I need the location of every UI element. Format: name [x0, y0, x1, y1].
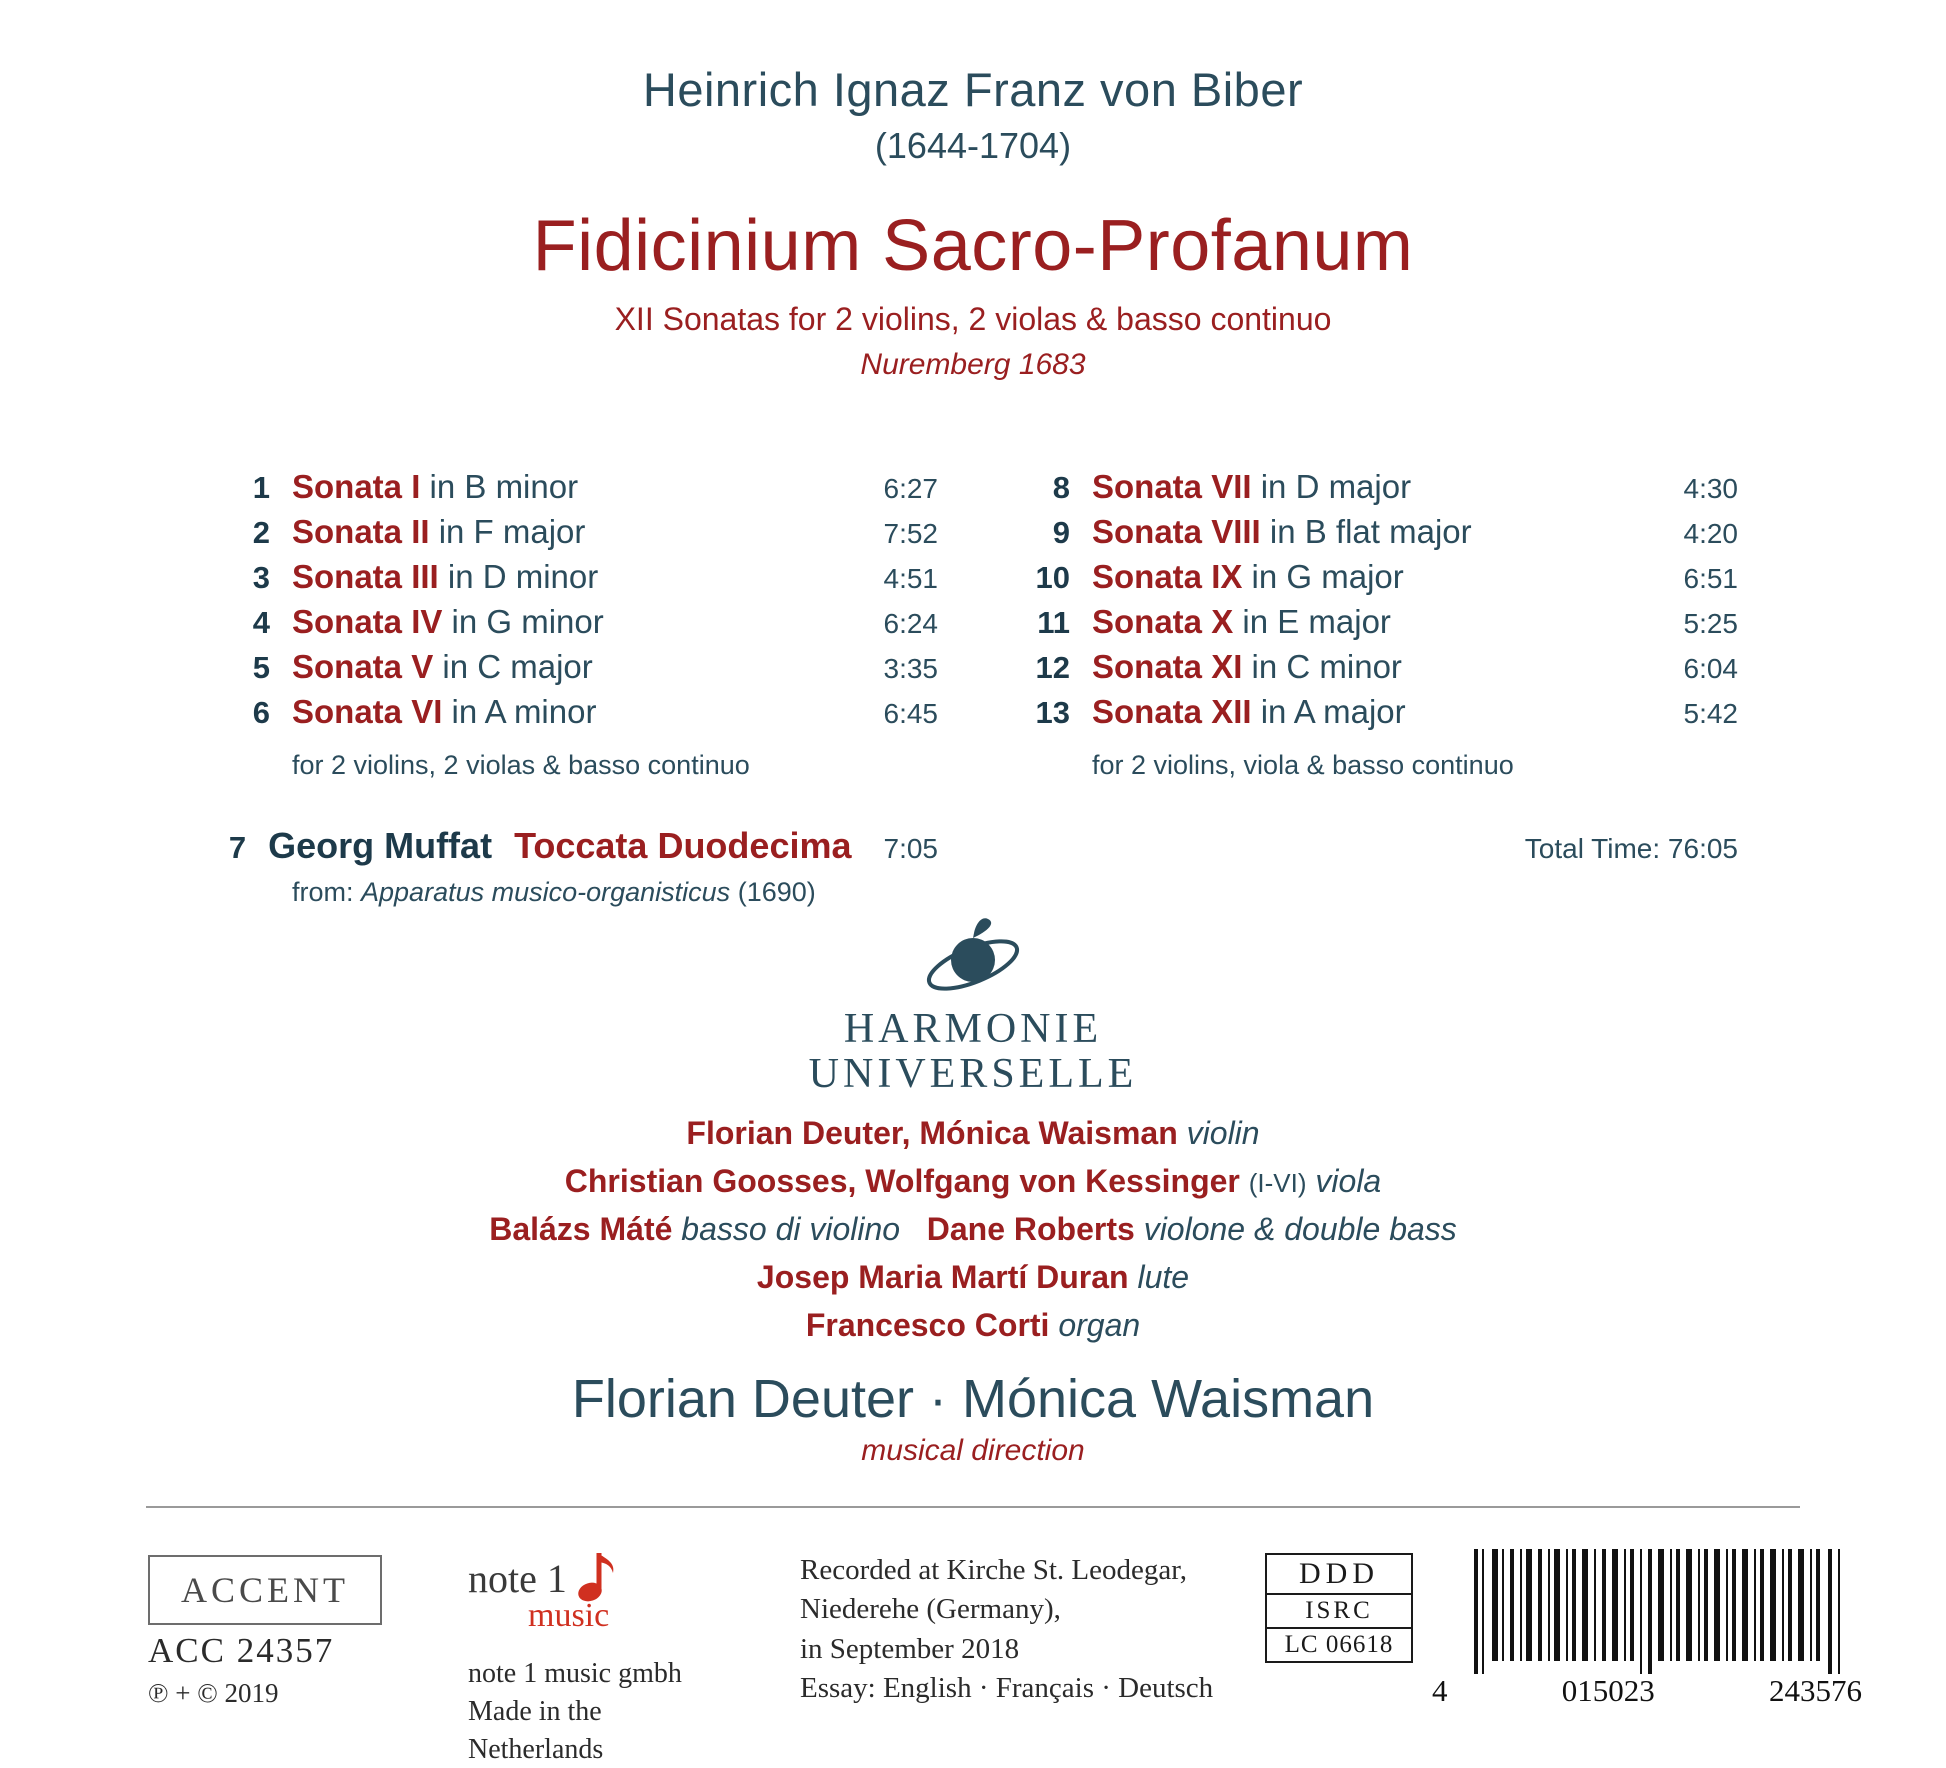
ensemble-logo: [0, 915, 1946, 1096]
recording-info: [800, 1551, 1250, 1709]
note1-brand: note 1: [468, 1555, 567, 1601]
performer-names-secondary: Dane Roberts: [926, 1211, 1135, 1247]
track-duration: 4:30: [1683, 473, 1738, 504]
track-title: [292, 693, 828, 731]
track-work: Sonata II: [292, 513, 430, 550]
barcode: [1470, 1549, 1850, 1674]
track-title: [292, 468, 828, 506]
album-place: Nuremberg 1683: [860, 348, 1086, 381]
track-number: 6: [252, 695, 270, 730]
track-work: Sonata IV: [292, 603, 443, 640]
track-title: [1092, 468, 1628, 506]
track-row: [208, 648, 938, 693]
track-work: Sonata X: [1092, 603, 1234, 640]
track-number: 1: [252, 470, 270, 505]
performer-qualifier: (I-VI): [1248, 1168, 1307, 1198]
muffat-composer: Georg Muffat: [268, 825, 493, 866]
musical-direction-role: musical direction: [861, 1434, 1085, 1467]
performer-line: [0, 1163, 1946, 1200]
track-duration: 4:51: [883, 563, 938, 594]
footer-divider: [146, 1506, 1800, 1508]
track-work: Sonata IX: [1092, 558, 1243, 595]
track-row-muffat: [208, 825, 938, 867]
track-work: Sonata XII: [1092, 693, 1252, 730]
track-row: [1008, 648, 1738, 693]
track-key: in C minor: [1251, 648, 1402, 685]
performer-names: Florian Deuter, Mónica Waisman: [686, 1115, 1178, 1151]
total-time: Total Time: 76:05: [1524, 833, 1738, 864]
recording-line-1: Recorded at Kirche St. Leodegar,: [800, 1554, 1187, 1586]
recording-line-2: Niederehe (Germany),: [800, 1593, 1061, 1626]
track-row: [1008, 558, 1738, 603]
track-number: 9: [1052, 515, 1070, 550]
performer-role: organ: [1058, 1307, 1141, 1343]
musical-direction-names: Florian Deuter · Mónica Waisman: [571, 1369, 1375, 1429]
ddd-isrc-block: [1265, 1553, 1413, 1663]
track-title: [1092, 558, 1628, 596]
composer-name: Heinrich Ignaz Franz von Biber: [642, 63, 1304, 116]
catalog-number: ACC 24357: [148, 1631, 335, 1670]
track-row: [208, 603, 938, 648]
track-row: [208, 558, 938, 603]
track-number: 11: [1037, 605, 1070, 640]
total-time-column: [1008, 825, 1738, 908]
track-number: 8: [1052, 470, 1070, 505]
track-row: [208, 693, 938, 738]
track-key: in B flat major: [1269, 513, 1472, 550]
label-logo: ACCENT: [148, 1555, 382, 1625]
track-key: in E major: [1242, 603, 1391, 640]
track-title: [1092, 648, 1628, 686]
track-work: Sonata XI: [1092, 648, 1243, 685]
track-key: in B minor: [429, 468, 579, 505]
track-key: in A major: [1260, 693, 1406, 730]
track-work: Sonata VI: [292, 693, 443, 730]
track-title: [292, 603, 828, 641]
track-listing: [0, 468, 1946, 781]
track-key: in C major: [442, 648, 593, 685]
track-number: 10: [1035, 560, 1070, 595]
track-number: 4: [252, 605, 270, 640]
track-duration: 6:45: [883, 698, 938, 729]
barcode-bars-icon: [1470, 1549, 1850, 1674]
muffat-source-title: Apparatus musico-organisticus: [361, 877, 731, 907]
track-title: [292, 513, 828, 551]
track-work: Sonata VIII: [1092, 513, 1261, 550]
track-row: [1008, 468, 1738, 513]
barcode-lead-digit: 4: [1432, 1673, 1448, 1708]
track-title: [1092, 513, 1628, 551]
recording-line-3: in September 2018: [800, 1632, 1020, 1665]
track-key: in D major: [1260, 468, 1412, 505]
harmonie-universelle-mark-icon: [918, 915, 1028, 1003]
track-work: Sonata V: [292, 648, 434, 685]
track-number: 5: [252, 650, 270, 685]
scoring-note-right: for 2 violins, viola & basso continuo: [1092, 750, 1514, 780]
performer-role: lute: [1137, 1259, 1190, 1295]
ddd-code: DDD: [1265, 1553, 1413, 1595]
barcode-group-2: 243576: [1769, 1673, 1862, 1708]
track-number: 13: [1035, 695, 1070, 730]
performer-line: [0, 1307, 1946, 1344]
note1-company: note 1 music gmbh: [468, 1658, 682, 1689]
ensemble-name-line2: UNIVERSELLE: [808, 1050, 1138, 1097]
track-key: in G minor: [451, 603, 604, 640]
performer-names: Christian Goosses, Wolfgang von Kessinger: [564, 1163, 1240, 1199]
performer-role-secondary: violone & double bass: [1143, 1211, 1457, 1247]
track-number: 2: [252, 515, 270, 550]
note1-made-in: Made in the Netherlands: [468, 1695, 604, 1765]
muffat-column: [208, 825, 938, 908]
track-work: Sonata I: [292, 468, 421, 505]
track-number: 12: [1035, 650, 1070, 685]
barcode-digits: [1432, 1673, 1862, 1709]
track-title: [1092, 693, 1628, 731]
track-title: [292, 648, 828, 686]
performer-line: [0, 1115, 1946, 1152]
essay-languages: Essay: English · Français · Deutsch: [800, 1672, 1214, 1705]
muffat-source-prefix: from:: [292, 877, 362, 907]
track-key: in A minor: [451, 693, 597, 730]
track-title: [1092, 603, 1628, 641]
track-duration: 6:51: [1683, 563, 1738, 594]
muffat-source: [208, 877, 938, 908]
note1-music-logo: [468, 1551, 728, 1768]
performer-names: Balázs Máté: [489, 1211, 673, 1247]
performer-role: basso di violino: [681, 1211, 901, 1247]
copyright-line: ℗ + © 2019: [148, 1678, 279, 1708]
track-duration: 5:42: [1683, 698, 1738, 729]
ensemble-name-line1: HARMONIE: [843, 1006, 1103, 1052]
track-work: Sonata III: [292, 558, 439, 595]
performer-role: viola: [1315, 1163, 1382, 1199]
track-duration: 6:04: [1683, 653, 1738, 684]
performer-names: Josep Maria Martí Duran: [756, 1259, 1129, 1295]
track-key: in D minor: [447, 558, 599, 595]
lc-code: LC 06618: [1265, 1629, 1413, 1663]
track-duration: 6:27: [883, 473, 938, 504]
barcode-group-1: 015023: [1561, 1673, 1655, 1708]
track-column-left: [208, 468, 938, 781]
track-row: [1008, 513, 1738, 558]
track-row: [208, 513, 938, 558]
composer-dates: (1644-1704): [874, 125, 1072, 166]
track-key: in G major: [1251, 558, 1404, 595]
muffat-section: [0, 825, 1946, 908]
muffat-source-year: (1690): [737, 877, 816, 907]
track-column-right: [1008, 468, 1738, 781]
footer: [0, 1545, 1946, 1765]
track-title: [292, 558, 828, 596]
track-duration: 6:24: [883, 608, 938, 639]
muffat-work-title: Toccata Duodecima: [514, 825, 852, 866]
track-duration: 3:35: [883, 653, 938, 684]
performer-line: [0, 1259, 1946, 1296]
album-title: Fidicinium Sacro-Profanum: [532, 206, 1414, 286]
track-row: [1008, 603, 1738, 648]
track-duration: 7:05: [883, 833, 938, 864]
track-duration: 5:25: [1683, 608, 1738, 639]
performer-line: [0, 1211, 1946, 1248]
performer-credits: [0, 1115, 1946, 1468]
scoring-note-left: for 2 violins, 2 violas & basso continuo: [292, 750, 750, 780]
performer-names: Francesco Corti: [805, 1307, 1050, 1343]
isrc-label: ISRC: [1265, 1595, 1413, 1629]
track-duration: 4:20: [1683, 518, 1738, 549]
track-duration: 7:52: [883, 518, 938, 549]
track-work: Sonata VII: [1092, 468, 1252, 505]
performer-role: violin: [1186, 1115, 1260, 1151]
note1-music-word: music: [528, 1597, 610, 1634]
track-number: 7: [228, 830, 247, 865]
track-number: 3: [252, 560, 270, 595]
track-row: [208, 468, 938, 513]
track-key: in F major: [438, 513, 586, 550]
album-subtitle: XII Sonatas for 2 violins, 2 violas & basso continuo: [614, 301, 1332, 337]
track-row: [1008, 693, 1738, 738]
